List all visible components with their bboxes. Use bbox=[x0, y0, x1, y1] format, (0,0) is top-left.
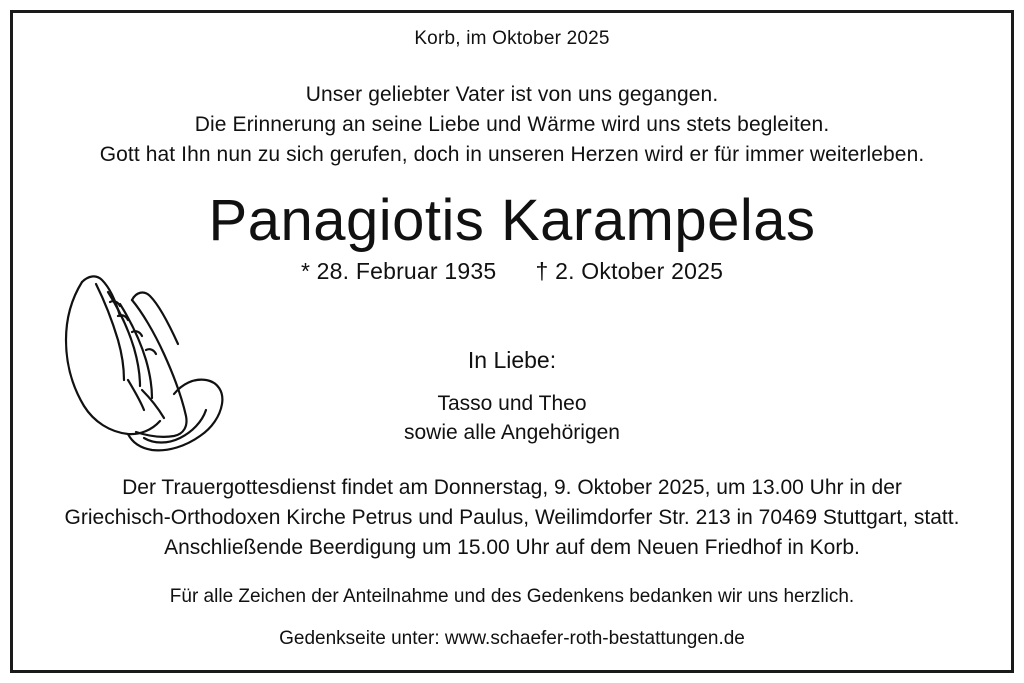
survivor-line-1: Tasso und Theo bbox=[437, 392, 587, 416]
death-date: † 2. Oktober 2025 bbox=[535, 258, 724, 285]
service-line-2: Griechisch-Orthodoxen Kirche Petrus und Paulus, Weilimdorfer Str. 213 in 70469 Stuttgart, statt. bbox=[64, 506, 960, 530]
memorial-page-link: Gedenkseite unter: www.schaefer-roth-bestattungen.de bbox=[279, 627, 745, 649]
intro-line-2: Die Erinnerung an seine Liebe und Wärme wird uns stets begleiten. bbox=[194, 112, 830, 136]
in-love-label: In Liebe: bbox=[467, 347, 557, 374]
place-and-date: Korb, im Oktober 2025 bbox=[414, 28, 610, 49]
deceased-name: Panagiotis Karampelas bbox=[208, 188, 816, 254]
service-line-3: Anschließende Beerdigung um 15.00 Uhr auf dem Neuen Friedhof in Korb. bbox=[164, 536, 860, 560]
thanks-text: Für alle Zeichen der Anteilnahme und des Gedenkens bedanken wir uns herzlich. bbox=[169, 585, 855, 607]
service-details bbox=[30, 473, 994, 564]
intro-line-3: Gott hat Ihn nun zu sich gerufen, doch in unseren Herzen wird er für immer weiterleben. bbox=[99, 142, 925, 166]
praying-hands-icon bbox=[36, 240, 251, 455]
service-line-1: Der Trauergottesdienst findet am Donnerstag, 9. Oktober 2025, um 13.00 Uhr in der bbox=[122, 476, 902, 500]
survivor-line-2: sowie alle Angehörigen bbox=[404, 420, 620, 444]
intro-text bbox=[30, 80, 994, 169]
intro-line-1: Unser geliebter Vater ist von uns gegangen. bbox=[305, 83, 719, 106]
birth-date: * 28. Februar 1935 bbox=[300, 258, 497, 285]
